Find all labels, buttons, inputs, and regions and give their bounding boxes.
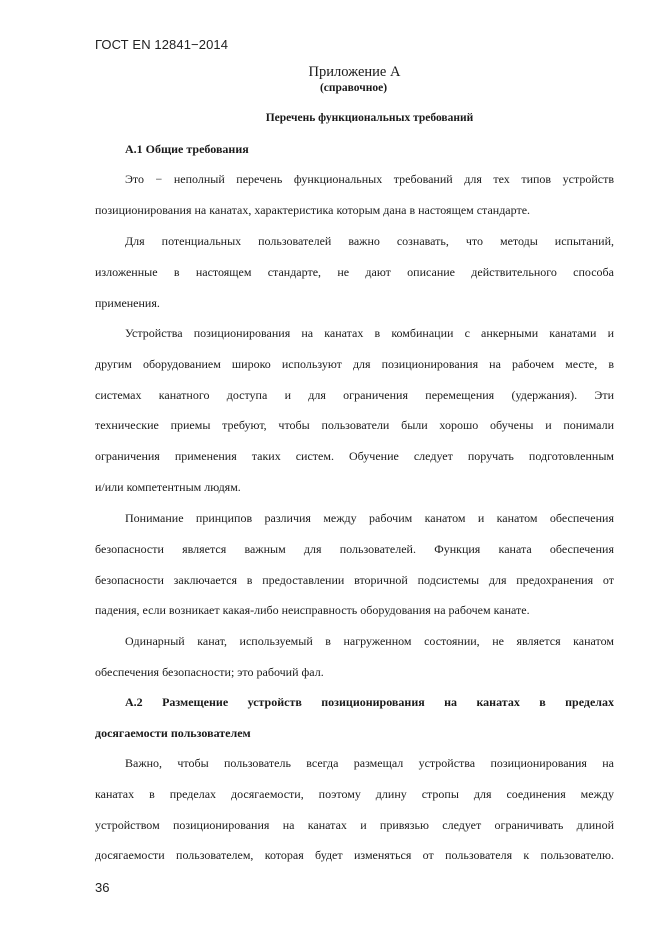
section-a2-heading — [95, 687, 614, 749]
text-line: изложенные в настоящем стандарте, не дают описание действительного способа — [95, 264, 614, 279]
text-line: системах канатного доступа и для ограничения перемещения (удержания). Эти — [95, 387, 614, 402]
text-line: позиционирования на канатах, характеристика которым дана в настоящем стандарте. — [95, 202, 531, 217]
section-a1-heading: А.1 Общие требования — [125, 142, 249, 156]
paragraph — [95, 748, 614, 871]
text-line: обеспечения безопасности; это рабочий фал. — [95, 664, 324, 679]
text-line: и/или компетентным людям. — [95, 479, 241, 494]
paragraph — [95, 226, 614, 318]
text-line: Важно, чтобы пользователь всегда размещал устройства позиционирования на — [125, 756, 614, 770]
heading-line: А.2 Размещение устройств позиционирования на канатах в пределах — [125, 695, 614, 709]
text-line: Для потенциальных пользователей важно сознавать, что методы испытаний, — [125, 234, 614, 248]
text-line: падения, если возникает какая-либо неисправность оборудования на рабочем канате. — [95, 603, 530, 618]
text-line: применения. — [95, 295, 160, 310]
text-line: другим оборудованием широко используют для позиционирования на рабочем месте, в — [95, 356, 614, 371]
appendix-subtitle: (справочное) — [319, 82, 388, 94]
text-line: устройством позиционирования на канатах и привязью следует ограничивать длиной — [95, 817, 614, 832]
heading-line: досягаемости пользователем — [95, 725, 251, 740]
text-line: безопасности заключается в предоставлении вторичной подсистемы для предохранения от — [95, 572, 614, 587]
list-heading: Перечень функциональных требований — [265, 112, 474, 124]
text-line: Понимание принципов различия между рабочим канатом и канатом обеспечения — [125, 511, 614, 525]
text-line: Это − неполный перечень функциональных требований для тех типов устройств — [125, 172, 614, 186]
text-line: Одинарный канат, используемый в нагруженном состоянии, не является канатом — [125, 634, 614, 648]
paragraph — [95, 164, 614, 226]
text-line: технические приемы требуют, чтобы пользователи были хорошо обучены и понимали — [95, 418, 614, 433]
standard-code: ГОСТ EN 12841−2014 — [95, 37, 229, 52]
text-line: канатах в пределах досягаемости, поэтому длину стропы для соединения между — [95, 786, 614, 801]
paragraph — [95, 626, 614, 688]
text-line: безопасности является важным для пользователей. Функция каната обеспечения — [95, 541, 614, 556]
appendix-title: Приложение А — [308, 64, 401, 80]
text-line: ограничения применения таких систем. Обучение следует поручать подготовленным — [95, 449, 614, 464]
paragraph — [95, 503, 614, 626]
page-number: 36 — [95, 880, 110, 895]
paragraph — [95, 318, 614, 503]
text-line: Устройства позиционирования на канатах в комбинации с анкерными канатами и — [125, 326, 614, 340]
text-line: досягаемости пользователем, которая будет изменяться от пользователя к пользователю. — [95, 848, 614, 863]
